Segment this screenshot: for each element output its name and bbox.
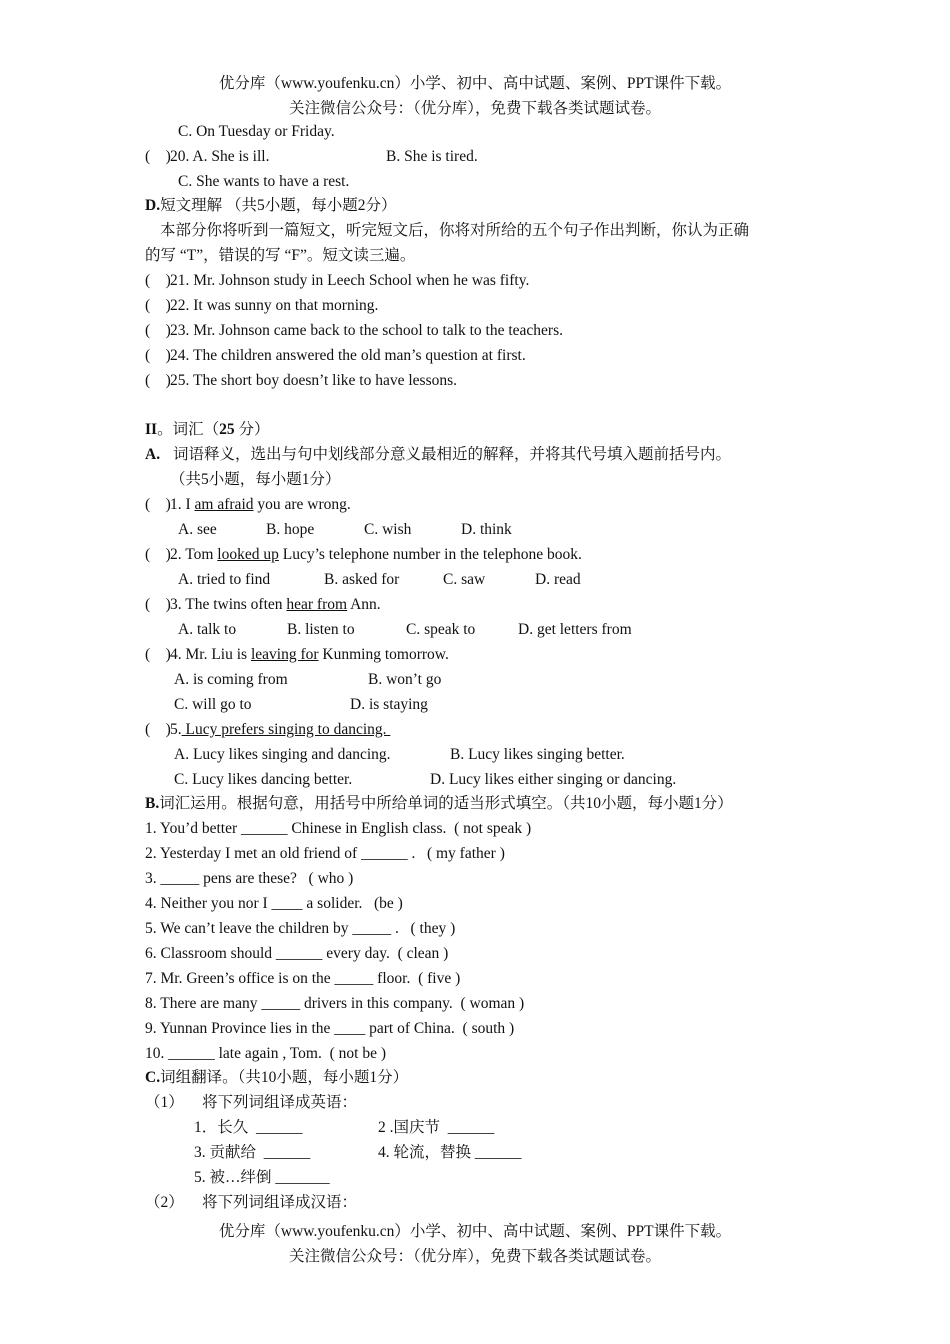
a-q2-underlined: looked up (217, 546, 279, 563)
section-c-letter: C. (145, 1069, 161, 1086)
section-ii-score: 25 (219, 421, 235, 438)
a-q3-paren: ( ) (145, 596, 171, 613)
q24-paren: ( ) (145, 347, 171, 364)
a-q4-paren: ( ) (145, 646, 171, 663)
section-d-instruction-2: 的写 “T”，错误的写 “F”。短文读三遍。 (145, 247, 416, 264)
a-q2-option-d: D. read (535, 571, 581, 588)
a-q2-paren: ( ) (145, 546, 171, 563)
q23-text: 23. Mr. Johnson came back to the school to talk to the teachers. (170, 322, 564, 339)
footer-line-1: 优分库（www.youfenku.cn）小学、初中、高中试题、案例、PPT课件下载。 (218, 1223, 732, 1240)
section-ii-roman: II (145, 421, 158, 438)
section-ii-heading (145, 420, 269, 440)
a-q5-option-a: A. Lucy likes singing and dancing. (174, 746, 391, 763)
b-item-9: 9. Yunnan Province lies in the ____ part of China. ( south ) (145, 1020, 515, 1037)
b-item-1: 1. You’d better ______ Chinese in English class. ( not speak ) (145, 820, 532, 837)
q25-paren: ( ) (145, 372, 171, 389)
b-item-3: 3. _____ pens are these? ( who ) (145, 870, 354, 887)
a-q2-stem: 2. Tom looked up Lucy’s telephone number in the telephone book. (170, 546, 582, 563)
a-q1-option-a: A. see (178, 521, 217, 538)
a-q3-option-c: C. speak to (406, 621, 476, 638)
b-item-4: 4. Neither you nor I ____ a solider. (be ) (145, 895, 403, 912)
q21-paren: ( ) (145, 272, 171, 289)
section-d-heading (145, 196, 396, 216)
q23-paren: ( ) (145, 322, 171, 339)
a-q1-stem: 1. I am afraid you are wrong. (170, 496, 351, 513)
a-q5-option-c: C. Lucy likes dancing better. (174, 771, 353, 788)
a-q2-option-a: A. tried to find (178, 571, 271, 588)
a-q4-stem: 4. Mr. Liu is leaving for Kunming tomorrow. (170, 646, 449, 663)
q20-option-b: B. She is tired. (386, 148, 478, 165)
b-item-6: 6. Classroom should ______ every day. ( clean ) (145, 945, 449, 962)
section-ii-title-end: 分） (234, 421, 270, 438)
section-c-part1-num: （1） (145, 1094, 184, 1111)
a-q4-option-b: B. won’t go (368, 671, 442, 688)
section-d-letter: D. (145, 197, 161, 214)
a-q5-option-d: D. Lucy likes either singing or dancing. (430, 771, 677, 788)
a-q1-underlined: am afraid (194, 496, 254, 513)
c-item-4: 4. 轮流，替换 ______ (378, 1144, 522, 1161)
b-item-10: 10. ______ late again , Tom. ( not be ) (145, 1045, 386, 1062)
a-q4-option-d: D. is staying (350, 696, 428, 713)
section-a-letter: A. (145, 446, 161, 463)
section-c-part2-text: 将下列词组译成汉语： (202, 1194, 358, 1211)
a-q2-option-b: B. asked for (324, 571, 400, 588)
a-q5-paren: ( ) (145, 721, 171, 738)
section-c-title: 词组翻译。（共10小题，每小题1分） (160, 1069, 409, 1086)
section-a-count: （共5小题，每小题1分） (170, 471, 341, 488)
a-q4-option-c: C. will go to (174, 696, 252, 713)
a-q3-option-a: A. talk to (178, 621, 237, 638)
q20-stem: 20. A. She is ill. (170, 148, 270, 165)
c-item-1: 1．长久 ______ (194, 1119, 303, 1136)
header-line-1: 优分库（www.youfenku.cn）小学、初中、高中试题、案例、PPT课件下载。 (218, 75, 732, 92)
a-q3-option-d: D. get letters from (518, 621, 632, 638)
b-item-8: 8. There are many _____ drivers in this company. ( woman ) (145, 995, 525, 1012)
q22-text: 22. It was sunny on that morning. (170, 297, 379, 314)
section-c-part1-text: 将下列词组译成英语： (202, 1094, 358, 1111)
section-c-heading (145, 1068, 408, 1088)
c-item-3: 3. 贡献给 ______ (194, 1144, 311, 1161)
q20-option-c: C. She wants to have a rest. (178, 173, 350, 190)
a-q3-underlined: hear from (286, 596, 348, 613)
section-b-title: 词汇运用。根据句意，用括号中所给单词的适当形式填空。（共10小题，每小题1分） (159, 795, 733, 812)
c-item-2: 2 .国庆节 ______ (378, 1119, 495, 1136)
a-q4-underlined: leaving for (250, 646, 319, 663)
c-item-5: 5. 被…绊倒 _______ (194, 1169, 330, 1186)
a-q1-option-d: D. think (461, 521, 512, 538)
q25-text: 25. The short boy doesn’t like to have lessons. (170, 372, 458, 389)
a-q5-option-b: B. Lucy likes singing better. (450, 746, 625, 763)
section-b-letter: B. (145, 795, 160, 812)
a-q4-option-a: A. is coming from (174, 671, 288, 688)
section-d-title: 短文理解 （共5小题，每小题2分） (160, 197, 397, 214)
a-q5-underlined: Lucy prefers singing to dancing. (181, 721, 391, 738)
b-item-5: 5. We can’t leave the children by _____ . ( they ) (145, 920, 456, 937)
a-q1-paren: ( ) (145, 496, 171, 513)
b-item-2: 2. Yesterday I met an old friend of ______ . ( my father ) (145, 845, 505, 862)
header-line-2: 关注微信公众号：（优分库），免费下载各类试题试卷。 (288, 100, 661, 117)
a-q5-stem: 5. Lucy prefers singing to dancing. (170, 721, 391, 738)
b-item-7: 7. Mr. Green’s office is on the _____ floor. ( five ) (145, 970, 461, 987)
q22-paren: ( ) (145, 297, 171, 314)
q20-paren: ( ) (145, 148, 171, 165)
q19-option-c: C. On Tuesday or Friday. (178, 123, 335, 140)
q21-text: 21. Mr. Johnson study in Leech School when he was fifty. (170, 272, 530, 289)
section-ii-title: 。词汇（ (157, 421, 220, 438)
q24-text: 24. The children answered the old man’s question at first. (170, 347, 526, 364)
section-a-instruction: 词语释义，选出与句中划线部分意义最相近的解释，并将其代号填入题前括号内。 (173, 446, 732, 463)
section-b-heading (145, 794, 733, 814)
a-q2-option-c: C. saw (443, 571, 486, 588)
section-c-part2-num: （2） (145, 1194, 184, 1211)
a-q3-option-b: B. listen to (287, 621, 355, 638)
section-d-instruction-1: 本部分你将听到一篇短文，听完短文后，你将对所给的五个句子作出判断，你认为正确 (160, 222, 750, 239)
a-q1-option-c: C. wish (364, 521, 412, 538)
a-q3-stem: 3. The twins often hear from Ann. (170, 596, 381, 613)
a-q1-option-b: B. hope (266, 521, 315, 538)
footer-line-2: 关注微信公众号：（优分库），免费下载各类试题试卷。 (288, 1248, 661, 1265)
